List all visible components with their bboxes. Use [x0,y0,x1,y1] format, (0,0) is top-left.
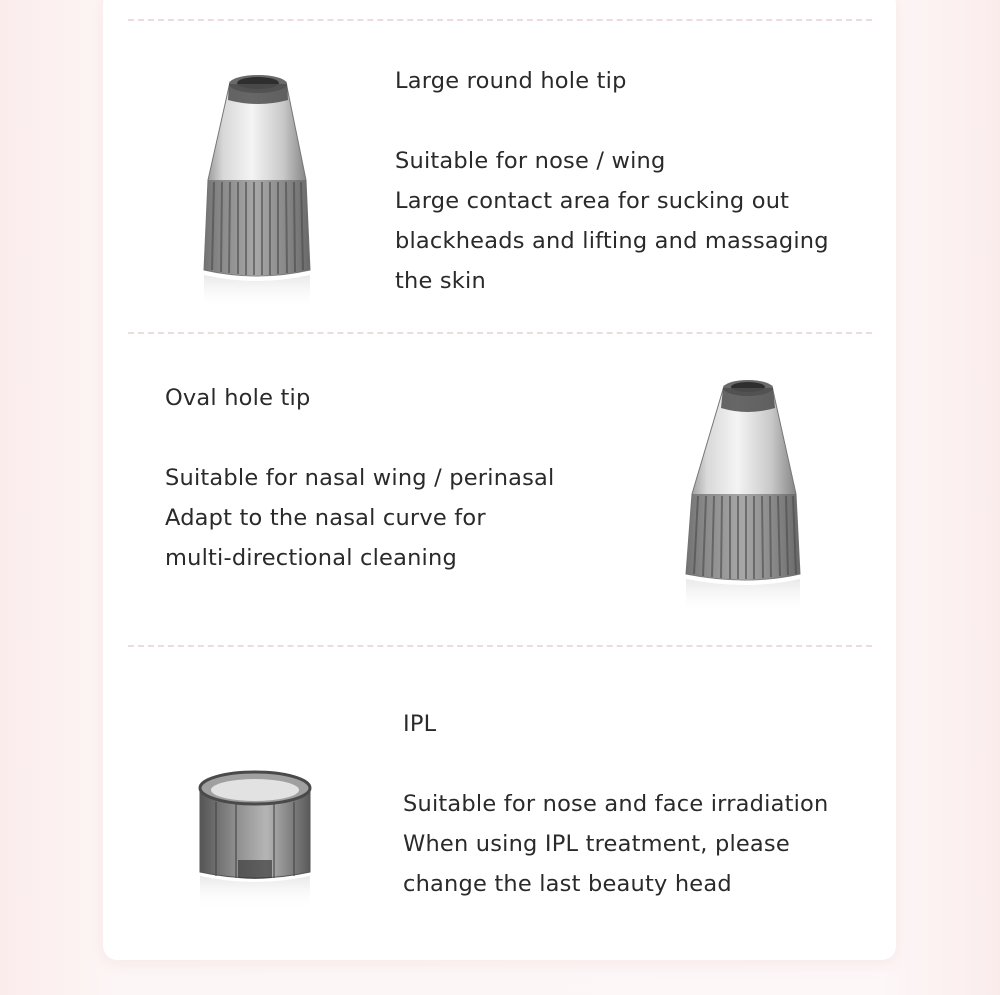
description-line: Suitable for nose / wing [395,148,666,174]
section-title: IPL [403,711,437,737]
description-line: blackheads and lifting and massaging [395,228,829,254]
divider [128,19,872,21]
description-line: Adapt to the nasal curve for [165,505,486,531]
description-line: Large contact area for sucking out [395,188,790,214]
ipl-head-image [190,760,320,915]
divider [128,332,872,334]
section-oval-hole-text [165,378,555,578]
description-line: Suitable for nose and face irradiation [403,791,829,817]
section-title: Large round hole tip [395,68,627,94]
section-ipl-text [403,704,829,904]
divider [128,645,872,647]
description-line: change the last beauty head [403,871,732,897]
section-title: Oval hole tip [165,385,311,411]
description-line: When using IPL treatment, please [403,831,790,857]
round-hole-tip-image [190,70,325,315]
oval-hole-tip-image [680,374,815,619]
description-line: multi-directional cleaning [165,545,457,571]
description-line: the skin [395,268,486,294]
section-round-hole-text [395,61,829,301]
description-line: Suitable for nasal wing / perinasal [165,465,555,491]
